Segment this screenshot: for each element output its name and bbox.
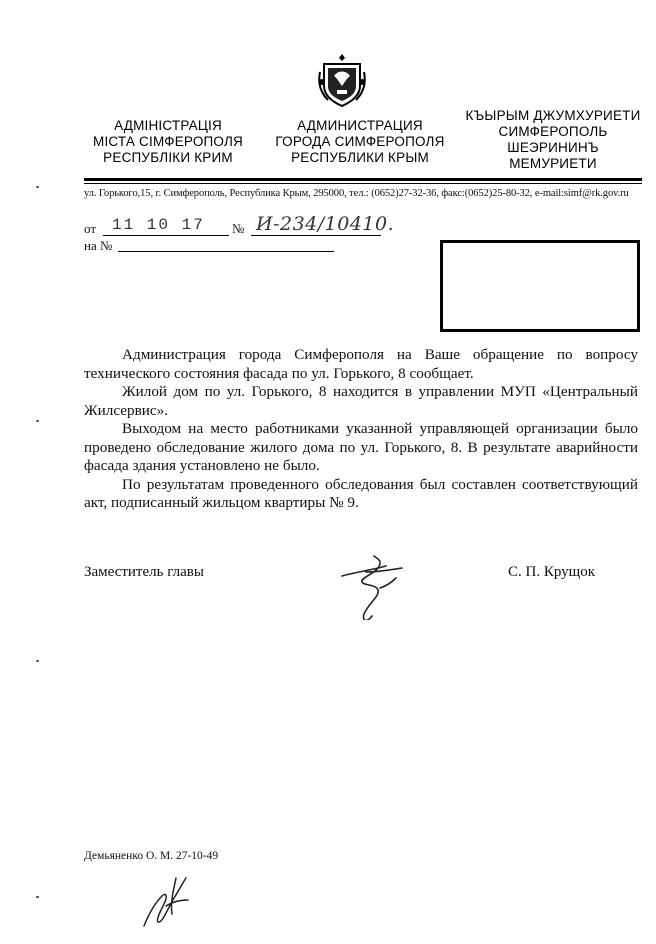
header-crimean-tatar [458,108,648,172]
signatory-title: Заместитель главы [84,564,204,580]
header-crh-line: МЕМУРИЕТИ [509,156,597,171]
date-label: от [84,221,97,236]
reference-label: на № [84,238,113,253]
number-underline [251,235,381,236]
executor-contact: Демьяненко О. М. 27-10-49 [84,850,219,862]
redacted-recipient-box [440,240,640,332]
header-ua-line: АДМІНІСТРАЦІЯ [114,118,222,133]
header-ukrainian [84,118,252,166]
handwritten-signature [336,548,416,620]
scan-mark [36,660,39,662]
scan-mark [36,896,39,898]
body-paragraph: Выходом на место работниками указанной управляющей организации было проведено обследование жилого дома по ул. Горького, 8. В результате аварийности фасада здания установлено не было. [84,420,638,474]
header-ua-line: МІСТА СІМФЕРОПОЛЯ [93,134,243,149]
signatory-name: С. П. Крущок [508,564,595,580]
coat-of-arms-emblem [318,52,366,108]
header-ua-line: РЕСПУБЛІКИ КРИМ [103,150,233,165]
contact-address: ул. Горького,15, г. Симферополь, Республика Крым, 295000, тел.: (0652)27-32-36, факс:(0652)25-80-32, e-mail:simf@rk.gov.ru [84,188,629,199]
header-rule-thick [84,178,642,181]
header-rule-thin [84,183,642,184]
header-russian [262,118,458,166]
scan-mark [36,186,39,188]
document-number: И-234/10410. [256,213,395,235]
scan-mark [36,420,39,422]
body-paragraph: Жилой дом по ул. Горького, 8 находится в управлении МУП «Центральный Жилсервис». [84,383,638,419]
header-ru-line: РЕСПУБЛИКИ КРЫМ [291,150,429,165]
body-paragraph: Администрация города Симферополя на Ваше обращение по вопросу технического состояния фасада по ул. Горького, 8 сообщает. [84,346,638,382]
header-crh-line: ШЕЭРИНИНЪ [507,140,599,155]
header-crh-line: КЪЫРЫМ ДЖУМХУРИЕТИ [465,108,641,123]
document-date: 11 10 17 [112,216,205,234]
letter-body [84,346,638,513]
number-label: № [232,221,245,236]
date-underline [103,235,229,236]
reference-underline [118,251,334,252]
body-paragraph: По результатам проведенного обследования был составлен соответствующий акт, подписанный жильцом квартиры № 9. [84,475,638,511]
header-ru-line: АДМИНИСТРАЦИЯ [297,118,423,133]
handwritten-initials [136,866,202,932]
header-crh-line: СИМФЕРОПОЛЬ [498,124,608,139]
header-ru-line: ГОРОДА СИМФЕРОПОЛЯ [275,134,445,149]
